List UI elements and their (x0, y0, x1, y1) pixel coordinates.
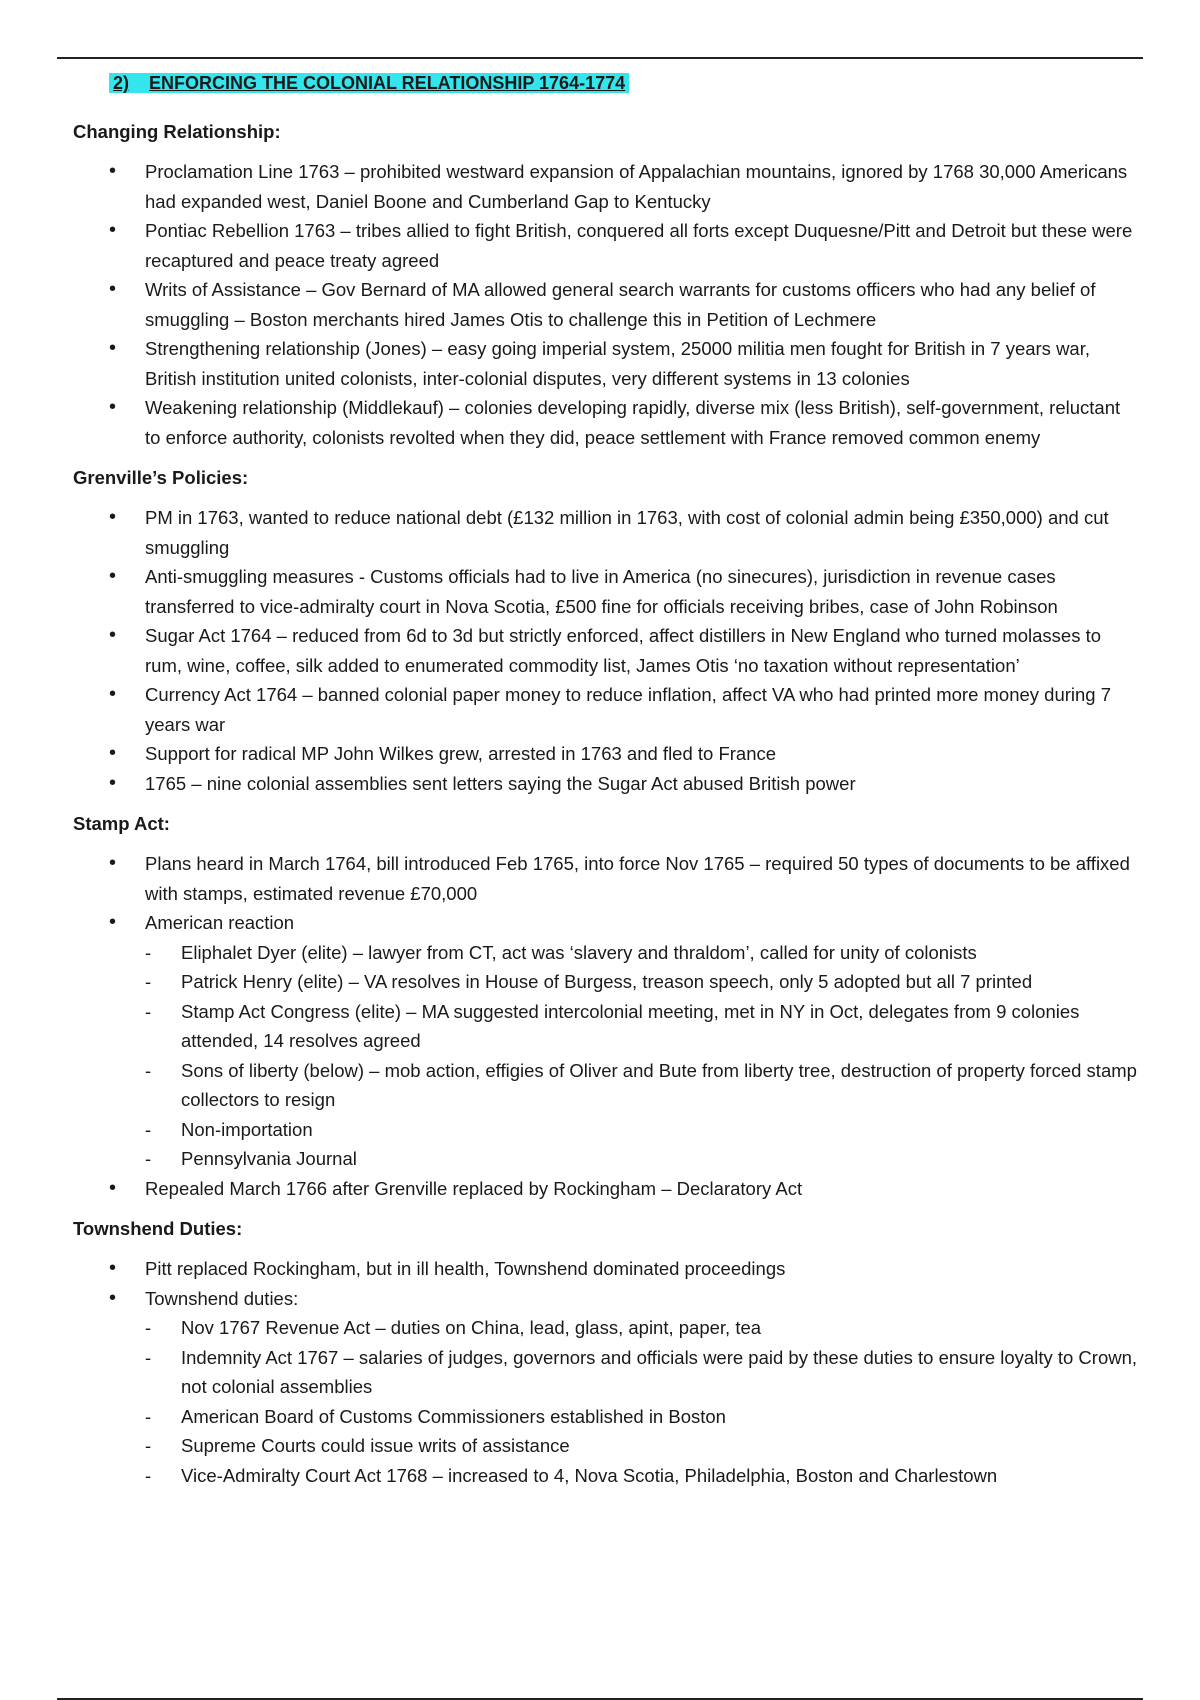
bullet-list (73, 1254, 1138, 1490)
bullet-item (73, 1284, 1138, 1491)
bullet-item (73, 680, 1138, 739)
bullet-text: Pitt replaced Rockingham, but in ill health, Townshend dominated proceedings (145, 1258, 786, 1279)
section-heading: Townshend Duties: (73, 1218, 243, 1239)
section-heading: Changing Relationship: (73, 121, 281, 142)
bullet-text: Plans heard in March 1764, bill introduced Feb 1765, into force Nov 1765 – required 50 types of documents to be affixed with stamps, estimated revenue £70,000 (145, 853, 1130, 904)
bullet-item (73, 562, 1138, 621)
bullet-item (73, 1174, 1138, 1204)
bullet-text: Anti-smuggling measures - Customs officials had to live in America (no sinecures), jurisdiction in revenue cases transferred to vice-admiralty court in Nova Scotia, £500 fine for officials receiving bribes, case of John Robinson (145, 566, 1058, 617)
section (73, 117, 1138, 452)
sub-item: - Eliphalet Dyer (elite) – lawyer from CT, act was ‘slavery and thraldom’, called for unity of colonists (145, 938, 1138, 968)
bullet-item (73, 157, 1138, 216)
sub-item: - Nov 1767 Revenue Act – duties on China, lead, glass, apint, paper, tea (145, 1313, 1138, 1343)
document-body (73, 68, 1138, 1501)
bullet-text: Pontiac Rebellion 1763 – tribes allied to fight British, conquered all forts except Duquesne/Pitt and Detroit but these were recaptured and peace treaty agreed (145, 220, 1133, 271)
bullet-text: Sugar Act 1764 – reduced from 6d to 3d but strictly enforced, affect distillers in New England who turned molasses to rum, wine, coffee, silk added to enumerated commodity list, James Otis ‘no taxation without representation’ (145, 625, 1102, 676)
bullet-list (73, 849, 1138, 1203)
bullet-item (73, 216, 1138, 275)
bullet-text: Proclamation Line 1763 – prohibited westward expansion of Appalachian mountains, ignored by 1768 30,000 Americans had expanded west, Daniel Boone and Cumberland Gap to Kentucky (145, 161, 1128, 212)
section-heading: Stamp Act: (73, 813, 170, 834)
bullet-item (73, 769, 1138, 799)
bullet-item (73, 908, 1138, 1174)
bullet-list (73, 157, 1138, 452)
section-heading: Grenville’s Policies: (73, 467, 249, 488)
section (73, 1214, 1138, 1490)
bullet-text: American reaction (145, 912, 295, 933)
bullet-text: 1765 – nine colonial assemblies sent letters saying the Sugar Act abused British power (145, 772, 856, 794)
section (73, 463, 1138, 798)
section (73, 809, 1138, 1203)
bullet-text: Support for radical MP John Wilkes grew, arrested in 1763 and fled to France (145, 743, 777, 764)
bullet-text: Writs of Assistance – Gov Bernard of MA allowed general search warrants for customs officers who had any belief of smuggling – Boston merchants hired James Otis to challenge this in Petition of Lechmere (145, 279, 1096, 330)
bullet-item (73, 275, 1138, 334)
bullet-text: Strengthening relationship (Jones) – easy going imperial system, 25000 militia men fought for British in 7 years war, British institution united colonists, inter-colonial disputes, very different systems in 13 colonies (145, 338, 1090, 389)
bullet-item (73, 503, 1138, 562)
top-rule (57, 57, 1143, 59)
bullet-item (73, 739, 1138, 769)
document-title (109, 68, 1138, 98)
sub-item: - Supreme Courts could issue writs of assistance (145, 1431, 1138, 1461)
sub-item: - Sons of liberty (below) – mob action, effigies of Oliver and Bute from liberty tree, destruction of property forced stamp collectors to resign (145, 1056, 1138, 1115)
bullet-item (73, 621, 1138, 680)
sections-container (73, 117, 1138, 1490)
bullet-text: Currency Act 1764 – banned colonial paper money to reduce inflation, affect VA who had printed more money during 7 years war (145, 684, 1112, 735)
sub-list (145, 1313, 1138, 1490)
sub-item: - Indemnity Act 1767 – salaries of judges, governors and officials were paid by these duties to ensure loyalty to Crown, not colonial assemblies (145, 1343, 1138, 1402)
sub-item: - Vice-Admiralty Court Act 1768 – increased to 4, Nova Scotia, Philadelphia, Boston and Charlestown (145, 1461, 1138, 1491)
bullet-item (73, 334, 1138, 393)
title-text: ENFORCING THE COLONIAL RELATIONSHIP 1764-1774 (149, 73, 626, 93)
bullet-text: Townshend duties: (145, 1287, 299, 1309)
bullet-item (73, 393, 1138, 452)
sub-item: - Pennsylvania Journal (145, 1144, 1138, 1174)
bullet-item (73, 849, 1138, 908)
bullet-item (73, 1254, 1138, 1284)
title-number: 2) (113, 73, 130, 93)
bullet-text: Repealed March 1766 after Grenville replaced by Rockingham – Declaratory Act (145, 1177, 803, 1199)
bullet-text: PM in 1763, wanted to reduce national debt (£132 million in 1763, with cost of colonial admin being £350,000) and cut smuggling (145, 507, 1109, 558)
sub-item: - Non-importation (145, 1115, 1138, 1145)
sub-item: - American Board of Customs Commissioners established in Boston (145, 1402, 1138, 1432)
bullet-text: Weakening relationship (Middlekauf) – colonies developing rapidly, diverse mix (less British), self-government, reluctant to enforce authority, colonists revolted when they did, peace settlement with France removed common enemy (145, 397, 1121, 448)
sub-item: - Patrick Henry (elite) – VA resolves in House of Burgess, treason speech, only 5 adopted but all 7 printed (145, 967, 1138, 997)
bullet-list (73, 503, 1138, 798)
sub-list (145, 938, 1138, 1174)
sub-item: - Stamp Act Congress (elite) – MA suggested intercolonial meeting, met in NY in Oct, delegates from 9 colonies attended, 14 resolves agreed (145, 997, 1138, 1056)
